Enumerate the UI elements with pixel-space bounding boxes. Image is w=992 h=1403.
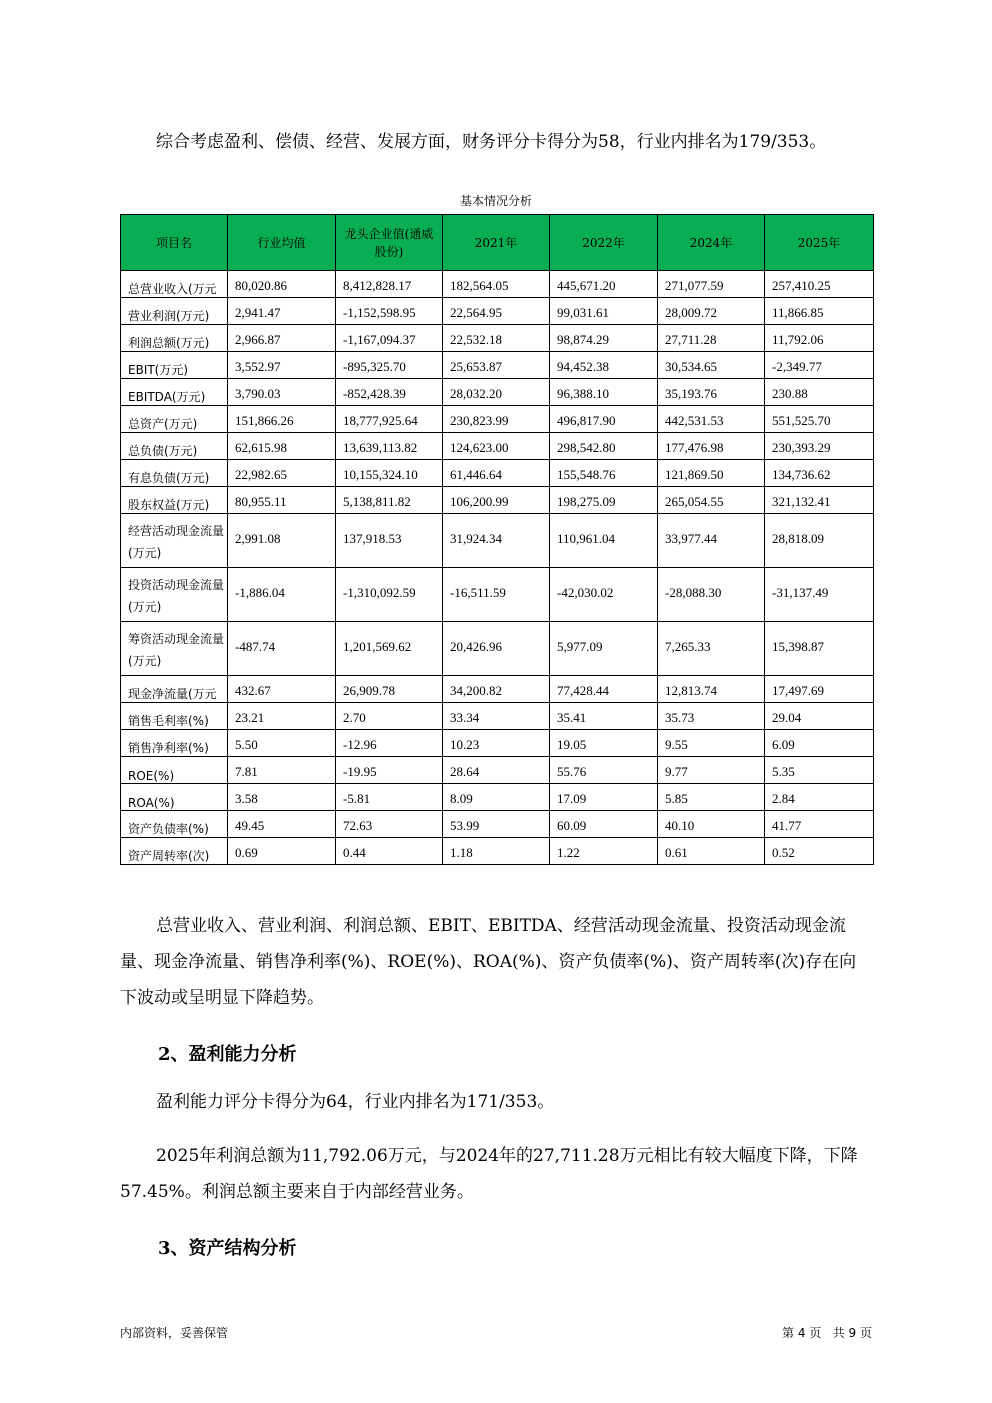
value-cell: 10,155,324.10 [336, 460, 443, 487]
value-cell: 298,542.80 [550, 433, 658, 460]
table-row [121, 838, 874, 865]
table-header-cell: 龙头企业值(通威股份) [336, 215, 443, 271]
value-cell: 80,955.11 [228, 487, 336, 514]
value-cell: 31,924.34 [443, 514, 550, 568]
value-cell: 121,869.50 [658, 460, 765, 487]
row-label-cell: 总营业收入(万元 [121, 271, 228, 298]
value-cell: 8.09 [443, 784, 550, 811]
table-caption: 基本情况分析 [459, 194, 532, 208]
value-cell: 35.41 [550, 703, 658, 730]
table-header-cell: 2024年 [658, 215, 765, 271]
value-cell: 230,823.99 [443, 406, 550, 433]
intro-paragraph: 综合考虑盈利、偿债、经营、发展方面，财务评分卡得分为58，行业内排名为179/353。 [156, 132, 827, 152]
value-cell: 62,615.98 [228, 433, 336, 460]
value-cell: 30,534.65 [658, 352, 765, 379]
table-row [121, 406, 874, 433]
value-cell: 28,009.72 [658, 298, 765, 325]
value-cell: 5.85 [658, 784, 765, 811]
row-label-cell: 股东权益(万元) [121, 487, 228, 514]
value-cell: 22,982.65 [228, 460, 336, 487]
row-label-cell: 现金净流量(万元 [121, 676, 228, 703]
value-cell: 23.21 [228, 703, 336, 730]
value-cell: 5.50 [228, 730, 336, 757]
value-cell: -1,152,598.95 [336, 298, 443, 325]
value-cell: 5,977.09 [550, 622, 658, 676]
value-cell: -19.95 [336, 757, 443, 784]
value-cell: -1,310,092.59 [336, 568, 443, 622]
value-cell: 10.23 [443, 730, 550, 757]
row-label-cell: 销售净利率(%) [121, 730, 228, 757]
value-cell: 11,866.85 [765, 298, 874, 325]
value-cell: 96,388.10 [550, 379, 658, 406]
value-cell: -16,511.59 [443, 568, 550, 622]
value-cell: 55.76 [550, 757, 658, 784]
value-cell: 7,265.33 [658, 622, 765, 676]
table-row [121, 487, 874, 514]
value-cell: 151,866.26 [228, 406, 336, 433]
value-cell: 0.61 [658, 838, 765, 865]
value-cell: 40.10 [658, 811, 765, 838]
table-row [121, 514, 874, 568]
summary-paragraph: 总营业收入、营业利润、利润总额、EBIT、EBITDA、经营活动现金流量、投资活动现金流量、现金净流量、销售净利率(%)、ROE(%)、ROA(%)、资产负债率(%)、资产周转率(次)存在向下波动或呈明显下降趋势。 [120, 916, 857, 1008]
value-cell: 321,132.41 [765, 487, 874, 514]
value-cell: -2,349.77 [765, 352, 874, 379]
value-cell: 49.45 [228, 811, 336, 838]
value-cell: 110,961.04 [550, 514, 658, 568]
value-cell: 1.22 [550, 838, 658, 865]
table-row [121, 676, 874, 703]
table-body [121, 271, 874, 865]
table-row [121, 757, 874, 784]
table-header-cell: 2021年 [443, 215, 550, 271]
value-cell: 28,032.20 [443, 379, 550, 406]
row-label-cell: EBIT(万元) [121, 352, 228, 379]
value-cell: 13,639,113.82 [336, 433, 443, 460]
value-cell: 33,977.44 [658, 514, 765, 568]
value-cell: 72.63 [336, 811, 443, 838]
value-cell: 0.52 [765, 838, 874, 865]
value-cell: 12,813.74 [658, 676, 765, 703]
value-cell: 9.55 [658, 730, 765, 757]
value-cell: 26,909.78 [336, 676, 443, 703]
row-label-cell: 投资活动现金流量(万元) [121, 568, 228, 622]
value-cell: 20,426.96 [443, 622, 550, 676]
value-cell: -42,030.02 [550, 568, 658, 622]
table-row [121, 622, 874, 676]
value-cell: 7.81 [228, 757, 336, 784]
row-label-cell: 资产周转率(次) [121, 838, 228, 865]
value-cell: 99,031.61 [550, 298, 658, 325]
table-header-cell: 行业均值 [228, 215, 336, 271]
value-cell: -852,428.39 [336, 379, 443, 406]
value-cell: 22,564.95 [443, 298, 550, 325]
value-cell: 53.99 [443, 811, 550, 838]
row-label-cell: 利润总额(万元) [121, 325, 228, 352]
value-cell: 18,777,925.64 [336, 406, 443, 433]
value-cell: 77,428.44 [550, 676, 658, 703]
value-cell: 2.84 [765, 784, 874, 811]
table-row [121, 325, 874, 352]
value-cell: 124,623.00 [443, 433, 550, 460]
value-cell: 106,200.99 [443, 487, 550, 514]
row-label-cell: 筹资活动现金流量(万元) [121, 622, 228, 676]
value-cell: 271,077.59 [658, 271, 765, 298]
footer-confidential: 内部资料，妥善保管 [120, 1326, 229, 1340]
section-heading-profitability: 2、盈利能力分析 [158, 1044, 297, 1065]
value-cell: 182,564.05 [443, 271, 550, 298]
table-row [121, 730, 874, 757]
value-cell: 2,941.47 [228, 298, 336, 325]
value-cell: 35.73 [658, 703, 765, 730]
value-cell: 29.04 [765, 703, 874, 730]
value-cell: 6.09 [765, 730, 874, 757]
table-row [121, 352, 874, 379]
value-cell: 9.77 [658, 757, 765, 784]
value-cell: 230.88 [765, 379, 874, 406]
value-cell: 198,275.09 [550, 487, 658, 514]
value-cell: 15,398.87 [765, 622, 874, 676]
row-label-cell: EBITDA(万元) [121, 379, 228, 406]
row-label-cell: 营业利润(万元) [121, 298, 228, 325]
table-row [121, 460, 874, 487]
value-cell: -31,137.49 [765, 568, 874, 622]
value-cell: 1,201,569.62 [336, 622, 443, 676]
row-label-cell: 销售毛利率(%) [121, 703, 228, 730]
value-cell: 33.34 [443, 703, 550, 730]
value-cell: -1,167,094.37 [336, 325, 443, 352]
value-cell: -895,325.70 [336, 352, 443, 379]
table-header-cell: 2022年 [550, 215, 658, 271]
value-cell: 8,412,828.17 [336, 271, 443, 298]
value-cell: 432.67 [228, 676, 336, 703]
value-cell: 257,410.25 [765, 271, 874, 298]
value-cell: -487.74 [228, 622, 336, 676]
value-cell: 98,874.29 [550, 325, 658, 352]
value-cell: 35,193.76 [658, 379, 765, 406]
value-cell: -28,088.30 [658, 568, 765, 622]
value-cell: 5.35 [765, 757, 874, 784]
row-label-cell: 有息负债(万元) [121, 460, 228, 487]
value-cell: 3.58 [228, 784, 336, 811]
value-cell: 11,792.06 [765, 325, 874, 352]
value-cell: 551,525.70 [765, 406, 874, 433]
value-cell: 0.69 [228, 838, 336, 865]
table-row [121, 298, 874, 325]
value-cell: 27,711.28 [658, 325, 765, 352]
value-cell: 3,552.97 [228, 352, 336, 379]
table-row [121, 379, 874, 406]
table-row [121, 568, 874, 622]
value-cell: 1.18 [443, 838, 550, 865]
value-cell: 0.44 [336, 838, 443, 865]
footer-page-number: 第 4 页 共 9 页 [782, 1326, 872, 1340]
row-label-cell: 总资产(万元) [121, 406, 228, 433]
value-cell: 442,531.53 [658, 406, 765, 433]
value-cell: 60.09 [550, 811, 658, 838]
value-cell: 34,200.82 [443, 676, 550, 703]
value-cell: 496,817.90 [550, 406, 658, 433]
table-row [121, 433, 874, 460]
profitability-score-paragraph: 盈利能力评分卡得分为64，行业内排名为171/353。 [156, 1092, 555, 1112]
section-heading-asset-structure: 3、资产结构分析 [158, 1238, 297, 1259]
table-row [121, 811, 874, 838]
value-cell: 137,918.53 [336, 514, 443, 568]
table-header-cell: 2025年 [765, 215, 874, 271]
value-cell: 5,138,811.82 [336, 487, 443, 514]
row-label-cell: ROE(%) [121, 757, 228, 784]
row-label-cell: ROA(%) [121, 784, 228, 811]
value-cell: 2,991.08 [228, 514, 336, 568]
value-cell: -5.81 [336, 784, 443, 811]
row-label-cell: 经营活动现金流量(万元) [121, 514, 228, 568]
value-cell: 28,818.09 [765, 514, 874, 568]
value-cell: 94,452.38 [550, 352, 658, 379]
profit-total-paragraph: 2025年利润总额为11,792.06万元，与2024年的27,711.28万元相比有较大幅度下降，下降57.45%。利润总额主要来自于内部经营业务。 [120, 1146, 858, 1202]
value-cell: 230,393.29 [765, 433, 874, 460]
table-row [121, 784, 874, 811]
value-cell: 41.77 [765, 811, 874, 838]
value-cell: 155,548.76 [550, 460, 658, 487]
value-cell: -12.96 [336, 730, 443, 757]
value-cell: 3,790.03 [228, 379, 336, 406]
value-cell: 2,966.87 [228, 325, 336, 352]
value-cell: -1,886.04 [228, 568, 336, 622]
value-cell: 19.05 [550, 730, 658, 757]
value-cell: 134,736.62 [765, 460, 874, 487]
table-row [121, 703, 874, 730]
value-cell: 265,054.55 [658, 487, 765, 514]
value-cell: 28.64 [443, 757, 550, 784]
table-row [121, 271, 874, 298]
value-cell: 80,020.86 [228, 271, 336, 298]
financial-table [120, 214, 874, 865]
value-cell: 445,671.20 [550, 271, 658, 298]
value-cell: 17,497.69 [765, 676, 874, 703]
value-cell: 25,653.87 [443, 352, 550, 379]
table-header-row [121, 215, 874, 271]
value-cell: 177,476.98 [658, 433, 765, 460]
table-header-cell: 项目名 [121, 215, 228, 271]
value-cell: 61,446.64 [443, 460, 550, 487]
row-label-cell: 资产负债率(%) [121, 811, 228, 838]
value-cell: 2.70 [336, 703, 443, 730]
value-cell: 17.09 [550, 784, 658, 811]
row-label-cell: 总负债(万元) [121, 433, 228, 460]
value-cell: 22,532.18 [443, 325, 550, 352]
